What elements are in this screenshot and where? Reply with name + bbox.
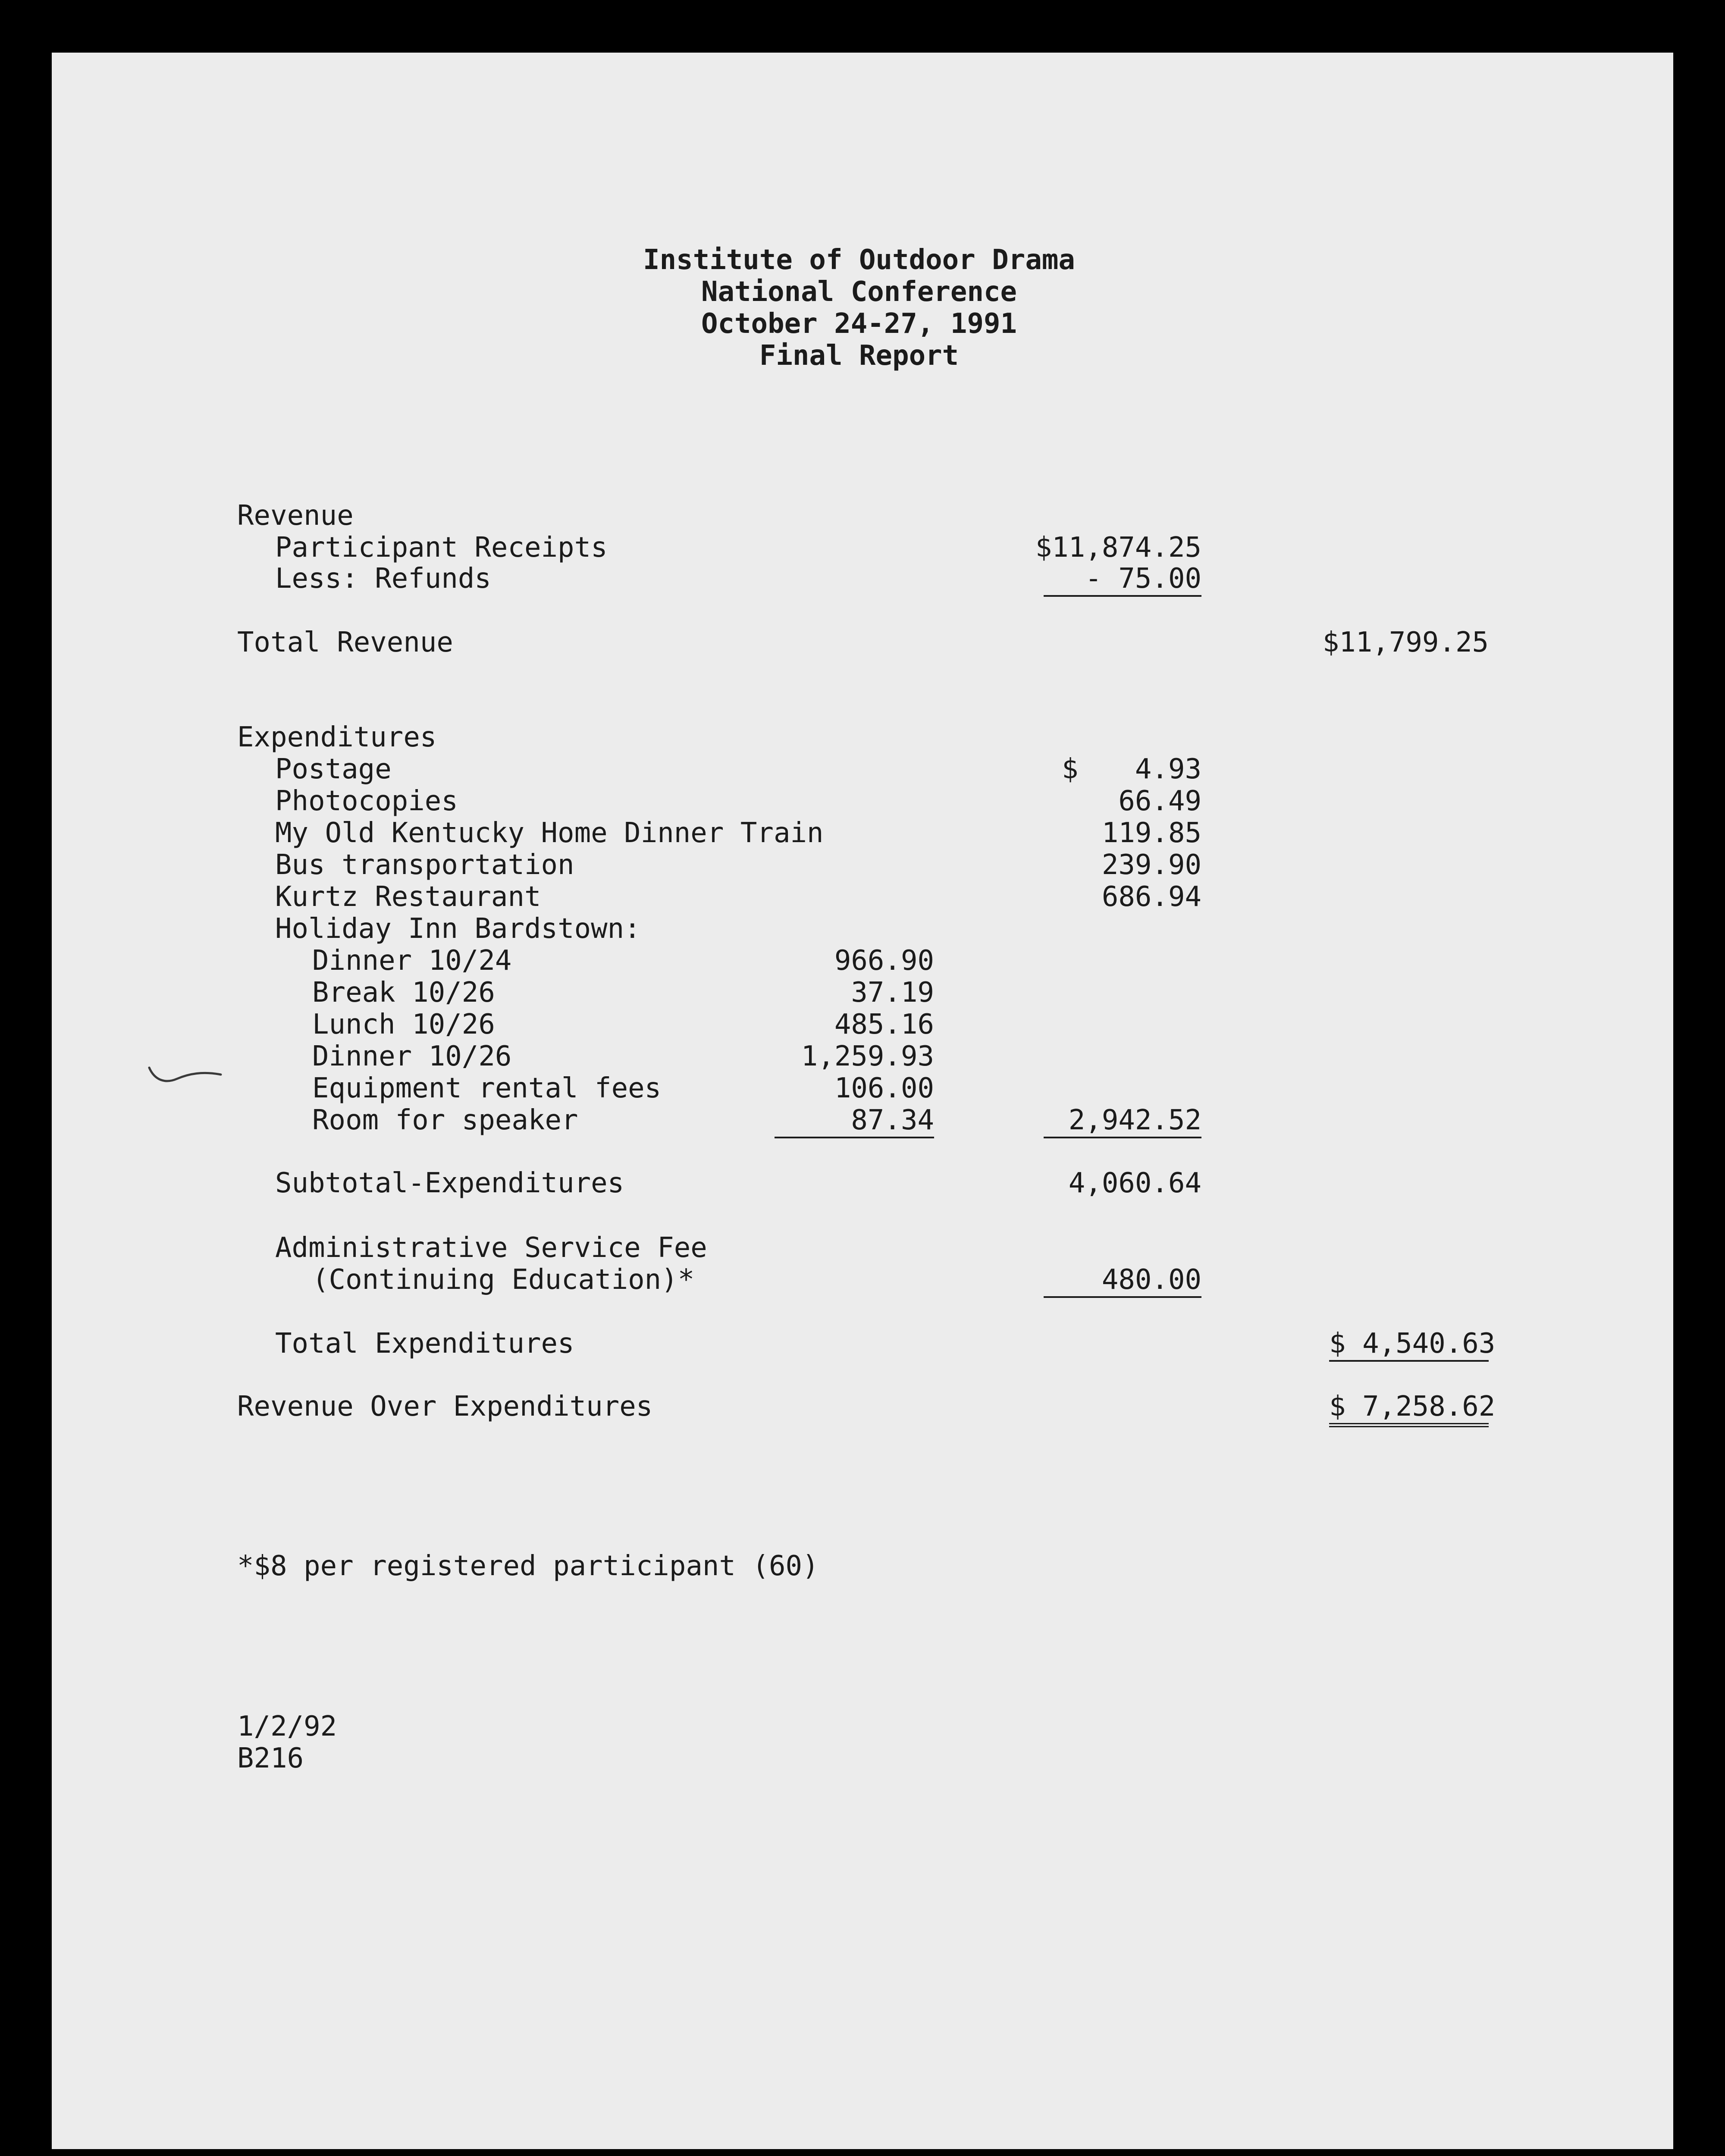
report-org-title: Institute of Outdoor Drama: [643, 244, 1075, 276]
pen-check-mark: [147, 1065, 224, 1087]
holiday-inn-item-amount: 1,259.93: [801, 1040, 934, 1072]
holiday-inn-item-amount: 966.90: [834, 945, 934, 977]
holiday-inn-item-label: Break 10/26: [312, 977, 495, 1009]
expense-item-photocopies-amount: 66.49: [1118, 785, 1201, 817]
refunds-amount: - 75.00: [1044, 562, 1201, 597]
holiday-inn-item-label: Room for speaker: [312, 1104, 578, 1136]
holiday-inn-item-label: Dinner 10/26: [312, 1040, 512, 1072]
holiday-inn-item-label: Dinner 10/24: [312, 945, 512, 977]
total-revenue-label: Total Revenue: [237, 627, 453, 658]
revenue-over-expenditures-label: Revenue Over Expenditures: [237, 1391, 653, 1423]
report-dates: October 24-27, 1991: [701, 308, 1017, 340]
admin-fee-amount: 480.00: [1044, 1263, 1201, 1298]
expense-item-photocopies-label: Photocopies: [275, 785, 458, 817]
refunds-label: Less: Refunds: [275, 563, 491, 595]
expense-item-kurtz-label: Kurtz Restaurant: [275, 881, 541, 913]
holiday-inn-item-amount: 87.34: [775, 1104, 934, 1138]
participant-receipts-label: Participant Receipts: [275, 532, 608, 564]
holiday-inn-item-label: Lunch 10/26: [312, 1009, 495, 1040]
admin-fee-sublabel: (Continuing Education)*: [312, 1264, 695, 1296]
participant-receipts-amount: $11,874.25: [1035, 532, 1201, 564]
footer-code: B216: [237, 1742, 304, 1774]
total-expenditures-label: Total Expenditures: [275, 1328, 574, 1360]
expense-item-kurtz-amount: 686.94: [1101, 881, 1201, 913]
subtotal-expenditures-amount: 4,060.64: [1068, 1167, 1201, 1199]
holiday-inn-item-amount: 37.19: [851, 977, 934, 1009]
holiday-inn-heading: Holiday Inn Bardstown:: [275, 913, 641, 945]
admin-fee-label: Administrative Service Fee: [275, 1232, 707, 1264]
holiday-inn-item-label: Equipment rental fees: [312, 1072, 662, 1104]
expense-item-bus-amount: 239.90: [1101, 849, 1201, 881]
expenditures-heading: Expenditures: [237, 721, 437, 753]
footnote: *$8 per registered participant (60): [237, 1550, 819, 1582]
report-type: Final Report: [759, 340, 959, 372]
expense-item-dinner-train-label: My Old Kentucky Home Dinner Train: [275, 817, 824, 849]
holiday-inn-item-amount: 106.00: [834, 1072, 934, 1104]
holiday-inn-total-amount: 2,942.52: [1044, 1104, 1201, 1138]
footer-date: 1/2/92: [237, 1711, 337, 1742]
expense-item-bus-label: Bus transportation: [275, 849, 574, 881]
expense-currency-sign: $: [1062, 753, 1079, 785]
total-revenue-amount: $11,799.25: [1322, 627, 1489, 658]
total-expenditures-amount: $ 4,540.63: [1329, 1327, 1489, 1362]
revenue-heading: Revenue: [237, 500, 354, 532]
expense-item-dinner-train-amount: 119.85: [1101, 817, 1201, 849]
expense-item-postage-label: Postage: [275, 753, 392, 785]
subtotal-expenditures-label: Subtotal-Expenditures: [275, 1167, 624, 1199]
revenue-over-expenditures-amount: $ 7,258.62: [1329, 1390, 1489, 1427]
report-event-title: National Conference: [701, 276, 1017, 308]
holiday-inn-item-amount: 485.16: [834, 1009, 934, 1040]
expense-item-postage-amount: 4.93: [1135, 753, 1201, 785]
